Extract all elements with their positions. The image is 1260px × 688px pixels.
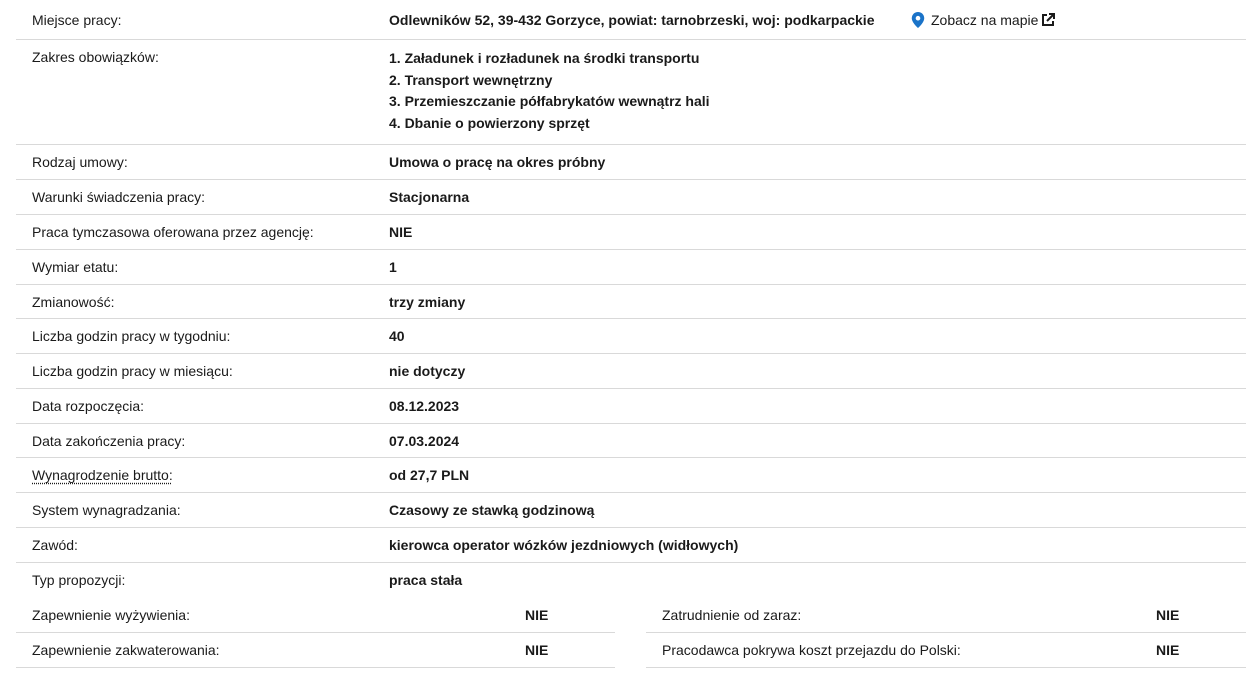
agency-label: Praca tymczasowa oferowana przez agencję:: [32, 224, 314, 240]
immediate-hire-label: Zatrudnienie od zaraz:: [662, 607, 802, 623]
start-date-value: 08.12.2023: [389, 398, 460, 414]
map-pin-icon: [911, 12, 925, 28]
location-value: Odlewników 52, 39-432 Gorzyce, powiat: tarnobrzeski, woj: podkarpackie: [389, 11, 875, 28]
hours-month-label: Liczba godzin pracy w miesiącu:: [32, 363, 233, 379]
hours-week-label: Liczba godzin pracy w tygodniu:: [32, 328, 231, 344]
duties-label: Zakres obowiązków:: [32, 49, 159, 65]
row-end-date: [16, 424, 1246, 458]
agency-value: NIE: [389, 224, 413, 240]
end-date-value: 07.03.2024: [389, 432, 460, 449]
extras-row: [646, 633, 1246, 668]
row-pay-system: [16, 493, 1246, 528]
end-date-label: Data zakończenia pracy:: [32, 432, 186, 449]
duty-item: 3. Przemieszczanie półfabrykatów wewnątrz hali: [389, 93, 710, 110]
extras-row: [16, 633, 615, 668]
duties-list: [389, 48, 1246, 135]
row-salary: [16, 458, 1246, 493]
shifts-value: trzy zmiany: [389, 293, 466, 310]
meals-value: NIE: [525, 607, 549, 623]
row-hours-week: [16, 319, 1246, 354]
profession-label: Zawód:: [32, 537, 78, 553]
pay-system-label: System wynagradzania:: [32, 502, 181, 518]
hours-week-value: 40: [389, 328, 405, 344]
salary-label[interactable]: Wynagrodzenie brutto:: [32, 467, 173, 483]
external-link-icon: [1041, 13, 1055, 27]
offer-type-label: Typ propozycji:: [32, 572, 126, 588]
view-on-map-link[interactable]: [911, 12, 1055, 28]
fulltime-value: 1: [389, 259, 397, 275]
row-duties: [16, 40, 1246, 145]
hours-month-value: nie dotyczy: [389, 363, 466, 379]
travel-cost-label: Pracodawca pokrywa koszt przejazdu do Polski:: [662, 642, 961, 658]
duty-item: 1. Załadunek i rozładunek na środki transportu: [389, 50, 700, 66]
travel-cost-value: NIE: [1156, 642, 1180, 658]
extras-row: [646, 598, 1246, 633]
pay-system-value: Czasowy ze stawką godzinową: [389, 502, 595, 518]
row-fulltime: [16, 250, 1246, 285]
row-hours-month: [16, 354, 1246, 389]
duty-item: 4. Dbanie o powierzony sprzęt: [389, 115, 590, 132]
accommodation-value: NIE: [525, 642, 549, 658]
contract-label: Rodzaj umowy:: [32, 154, 128, 170]
extras-section: [16, 598, 1246, 668]
row-offer-type: [16, 563, 1246, 597]
job-details-table: [16, 0, 1246, 597]
immediate-hire-value: NIE: [1156, 607, 1180, 623]
row-shifts: [16, 285, 1246, 319]
row-agency: [16, 215, 1246, 250]
contract-value: Umowa o pracę na okres próbny: [389, 154, 606, 170]
shifts-label: Zmianowość:: [32, 293, 115, 310]
conditions-value: Stacjonarna: [389, 189, 470, 205]
fulltime-label: Wymiar etatu:: [32, 259, 119, 275]
profession-value: kierowca operator wózków jezdniowych (widłowych): [389, 537, 739, 553]
meals-label: Zapewnienie wyżywienia:: [32, 607, 190, 623]
row-profession: [16, 528, 1246, 563]
row-location: [16, 0, 1246, 40]
accommodation-label: Zapewnienie zakwaterowania:: [32, 642, 220, 658]
salary-label-cell: [16, 467, 389, 483]
row-conditions: [16, 180, 1246, 215]
duty-item: 2. Transport wewnętrzny: [389, 71, 553, 88]
row-start-date: [16, 389, 1246, 424]
salary-value: od 27,7 PLN: [389, 467, 470, 483]
conditions-label: Warunki świadczenia pracy:: [32, 189, 205, 205]
start-date-label: Data rozpoczęcia:: [32, 398, 145, 414]
row-contract: [16, 145, 1246, 180]
location-value-cell: [389, 12, 1246, 28]
extras-right-column: [646, 598, 1246, 668]
view-on-map-label: Zobacz na mapie: [931, 11, 1039, 28]
extras-left-column: [16, 598, 615, 668]
offer-type-value: praca stała: [389, 572, 463, 588]
location-label: Miejsce pracy:: [32, 11, 122, 28]
extras-row: [16, 598, 615, 633]
